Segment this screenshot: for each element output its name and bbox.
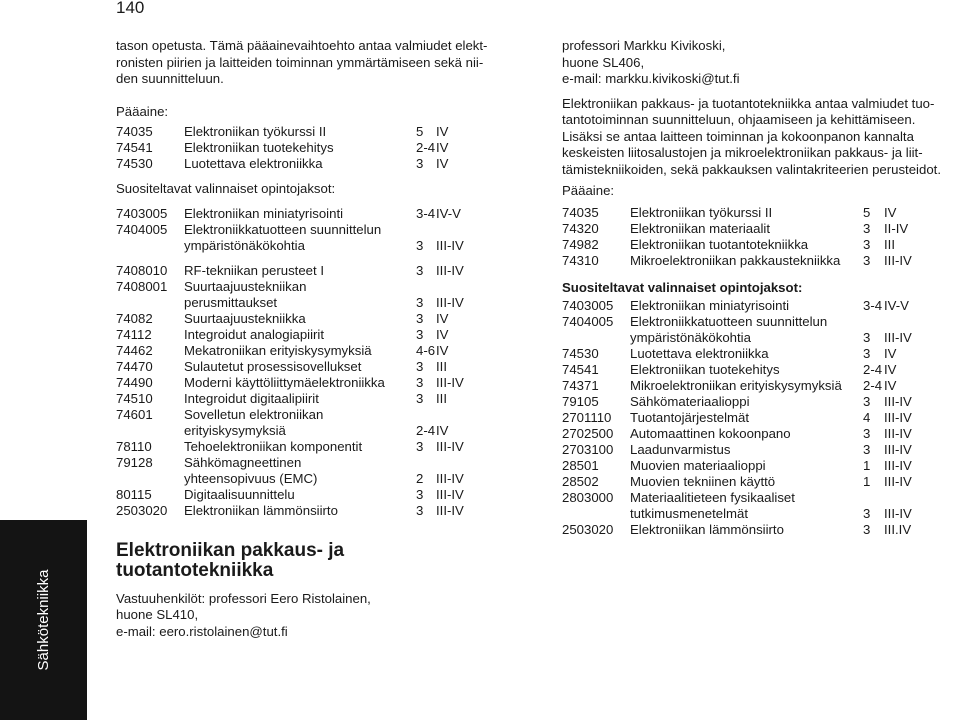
course-row	[562, 253, 958, 269]
course-credits: 3	[863, 506, 871, 521]
course-code: 74082	[116, 310, 153, 326]
course-credits: 3	[863, 330, 871, 345]
contact-room: huone SL406,	[562, 54, 645, 70]
optional-course-list	[562, 298, 958, 538]
course-credits: 2-4	[416, 139, 436, 155]
course-name: ympäristönäkökohtia	[630, 330, 751, 345]
course-code: 74541	[562, 362, 599, 377]
course-code: 7408001	[116, 278, 168, 294]
course-row	[116, 439, 514, 455]
course-row	[116, 279, 514, 295]
course-row	[562, 221, 958, 237]
course-name: Laadunvarmistus	[630, 442, 731, 457]
course-name: Elektroniikan miniatyrisointi	[184, 205, 344, 221]
course-name: Elektroniikan materiaalit	[630, 221, 770, 236]
course-name: Moderni käyttöliittymäelektroniikka	[184, 374, 385, 390]
course-code: 7408010	[116, 262, 168, 278]
course-period: III-IV	[436, 470, 464, 486]
course-name: tutkimusmenetelmät	[630, 506, 748, 521]
course-credits: 3	[416, 326, 424, 342]
course-row	[562, 298, 958, 314]
course-name: Elektroniikan lämmönsiirto	[630, 522, 784, 537]
course-row	[562, 330, 958, 346]
course-row	[116, 140, 514, 156]
course-row	[116, 455, 514, 471]
course-credits: 3	[416, 438, 424, 454]
right-column	[562, 38, 958, 538]
course-credits: 3	[863, 394, 871, 409]
course-code: 2702500	[562, 426, 614, 441]
course-name: Sähkömagneettinen	[184, 454, 302, 470]
course-code: 74462	[116, 342, 153, 358]
course-row	[116, 156, 514, 172]
course-period: IV	[884, 346, 897, 361]
course-code: 78110	[116, 438, 152, 454]
course-credits: 1	[863, 458, 871, 473]
course-period: III-IV	[436, 438, 464, 454]
course-name: perusmittaukset	[184, 294, 278, 310]
course-credits: 3	[863, 253, 871, 268]
course-period: IV	[436, 422, 449, 438]
course-name: Elektroniikkatuotteen suunnittelun	[184, 221, 382, 237]
course-row	[116, 503, 514, 519]
course-row	[562, 442, 958, 458]
left-column	[116, 38, 514, 640]
course-credits: 3-4	[416, 205, 436, 221]
course-period: IV	[884, 362, 897, 377]
course-name: Muovien tekniinen käyttö	[630, 474, 776, 489]
course-row	[116, 343, 514, 359]
course-name: Luotettava elektroniikka	[630, 346, 769, 361]
course-credits: 3	[863, 221, 871, 236]
course-row	[116, 471, 514, 487]
course-credits: 4-6	[416, 342, 436, 358]
course-name: Tuotantojärjestelmät	[630, 410, 749, 425]
description-line: keskeisten liitosalustojen ja mikroelektroniikan pakkaus- ja liit-	[562, 145, 923, 160]
course-code: 74541	[116, 139, 153, 155]
optional-heading: Suositeltavat valinnaiset opintojaksot:	[116, 180, 336, 196]
course-row	[116, 391, 514, 407]
course-code: 74530	[562, 346, 599, 361]
course-credits: 3	[863, 237, 871, 252]
course-name: Integroidut digitaalipiirit	[184, 390, 319, 406]
course-credits: 4	[863, 410, 871, 425]
course-row	[562, 378, 958, 394]
course-name: Automaattinen kokoonpano	[630, 426, 791, 441]
course-period: III-IV	[436, 262, 464, 278]
course-code: 74510	[116, 390, 153, 406]
course-code: 74601	[116, 406, 153, 422]
section-title: tuotantotekniikka	[116, 559, 274, 581]
major-heading: Pääaine:	[116, 103, 169, 119]
course-period: III-IV	[884, 506, 912, 521]
side-tab-label: Sähkötekniikka	[35, 569, 52, 671]
course-name: Materiaalitieteen fysikaaliset	[630, 490, 795, 505]
course-code: 7403005	[116, 205, 168, 221]
course-period: III	[436, 390, 447, 406]
course-code: 79105	[562, 394, 599, 409]
course-name: Elektroniikan tuotekehitys	[630, 362, 780, 377]
course-name: erityiskysymyksiä	[184, 422, 286, 438]
course-credits: 3	[416, 358, 424, 374]
course-row	[116, 311, 514, 327]
email: e-mail: eero.ristolainen@tut.fi	[116, 623, 288, 639]
course-period: III-IV	[884, 330, 912, 345]
course-row	[116, 487, 514, 503]
course-period: IV	[884, 378, 897, 393]
course-row	[562, 205, 958, 221]
course-credits: 3	[416, 294, 424, 310]
course-code: 74371	[562, 378, 599, 393]
course-credits: 3	[416, 486, 424, 502]
course-code: 2503020	[562, 522, 614, 537]
course-code: 28502	[562, 474, 599, 489]
contact-name: professori Markku Kivikoski,	[562, 38, 726, 53]
course-name: RF-tekniikan perusteet I	[184, 262, 324, 278]
course-code: 2803000	[562, 490, 614, 505]
course-credits: 5	[863, 205, 871, 220]
course-period: IV	[436, 123, 449, 139]
course-name: Suurtaajuustekniikka	[184, 310, 306, 326]
course-credits: 2-4	[863, 378, 883, 393]
course-name: Mikroelektroniikan pakkaustekniikka	[630, 253, 841, 268]
section-title: Elektroniikan pakkaus- ja	[116, 539, 345, 561]
course-row	[116, 295, 514, 311]
course-name: Luotettava elektroniikka	[184, 155, 323, 171]
course-row	[562, 522, 958, 538]
course-period: III-IV	[884, 474, 912, 489]
course-code: 7404005	[562, 314, 614, 329]
course-credits: 3	[416, 310, 424, 326]
course-credits: 2-4	[863, 362, 883, 377]
course-period: III	[436, 358, 447, 374]
course-period: III-IV	[884, 394, 912, 409]
course-period: III-IV	[884, 410, 912, 425]
description-line: tämistekniikoiden, sekä pakkauksen valintakriteerien perusteidot.	[562, 161, 941, 177]
course-code: 80115	[116, 486, 152, 502]
description-line: Elektroniikan pakkaus- ja tuotantotekniikka antaa valmiudet tuo-	[562, 95, 935, 111]
intro-line: ronisten piirien ja laitteiden toiminnan ymmärtämiseen sekä nii-	[116, 54, 484, 70]
course-credits: 3	[416, 262, 424, 278]
course-row	[116, 375, 514, 391]
course-row	[562, 410, 958, 426]
course-name: yhteensopivuus (EMC)	[184, 470, 318, 486]
course-code: 74035	[116, 123, 153, 139]
course-period: III-IV	[436, 374, 464, 390]
optional-course-list	[116, 206, 514, 519]
course-code: 74320	[562, 221, 599, 236]
course-period: IV	[436, 326, 449, 342]
course-code: 74035	[562, 205, 599, 220]
course-name: Tehoelektroniikan komponentit	[184, 438, 363, 454]
course-credits: 1	[863, 474, 871, 489]
course-code: 2701110	[562, 410, 612, 425]
course-row	[116, 124, 514, 140]
course-period: IV	[436, 155, 449, 171]
course-name: Sulautetut prosessisovellukset	[184, 358, 362, 374]
course-name: Suurtaajuustekniikan	[184, 278, 307, 294]
course-name: Elektroniikan tuotantotekniikka	[630, 237, 809, 252]
course-row	[562, 346, 958, 362]
course-row	[562, 490, 958, 506]
major-heading: Pääaine:	[562, 183, 615, 198]
course-code: 79128	[116, 454, 153, 470]
course-row	[562, 314, 958, 330]
intro-line: den suunnitteluun.	[116, 71, 224, 86]
description-line: Lisäksi se antaa laitteen toiminnan ja kokoonpanon kannalta	[562, 128, 914, 144]
course-period: IV-V	[884, 298, 909, 313]
optional-heading: Suositeltavat valinnaiset opintojaksot:	[562, 280, 803, 295]
course-code: 74490	[116, 374, 153, 390]
room: huone SL410,	[116, 607, 199, 622]
course-period: IV	[436, 310, 449, 326]
course-name: Elektroniikan miniatyrisointi	[630, 298, 790, 313]
course-row	[116, 263, 514, 279]
major-course-list	[116, 124, 514, 172]
course-period: III-IV	[436, 294, 464, 310]
course-period: III.IV	[884, 522, 912, 537]
course-name: Sähkömateriaalioppi	[630, 394, 750, 409]
course-credits: 2-4	[416, 422, 436, 438]
course-credits: 5	[416, 123, 424, 139]
description-line: tantotoiminnan suunnitteluun, ohjaamiseen ja kehittämiseen.	[562, 112, 916, 127]
course-row	[562, 362, 958, 378]
course-row	[562, 474, 958, 490]
course-code: 2703100	[562, 442, 614, 457]
course-credits: 3	[863, 426, 871, 441]
course-period: III-IV	[436, 486, 464, 502]
course-row	[562, 458, 958, 474]
course-name: ympäristönäkökohtia	[184, 237, 305, 253]
course-code: 7403005	[562, 298, 614, 313]
course-name: Elektroniikan tuotekehitys	[184, 139, 334, 155]
course-credits: 3	[863, 522, 871, 537]
course-period: III-IV	[884, 458, 912, 473]
course-credits: 2	[416, 470, 424, 486]
course-name: Muovien materiaalioppi	[630, 458, 766, 473]
course-period: III-IV	[884, 253, 912, 268]
course-credits: 3	[863, 346, 871, 361]
contact-email: e-mail: markku.kivikoski@tut.fi	[562, 71, 740, 86]
course-row	[116, 327, 514, 343]
course-period: III	[884, 237, 895, 252]
course-code: 74982	[562, 237, 599, 252]
course-name: Elektroniikan lämmönsiirto	[184, 502, 338, 518]
course-name: Mekatroniikan erityiskysymyksiä	[184, 342, 372, 358]
course-code: 74112	[116, 326, 152, 342]
course-row	[116, 206, 514, 222]
section-side-tab	[0, 520, 87, 720]
course-name: Elektroniikan työkurssi II	[184, 123, 327, 139]
course-credits: 3	[416, 155, 424, 171]
course-credits: 3-4	[863, 298, 883, 313]
course-row	[562, 237, 958, 253]
course-name: Sovelletun elektroniikan	[184, 406, 324, 422]
course-row	[116, 359, 514, 375]
course-row	[562, 394, 958, 410]
course-name: Integroidut analogiapiirit	[184, 326, 325, 342]
course-credits: 3	[416, 374, 424, 390]
course-code: 7404005	[116, 221, 168, 237]
course-credits: 3	[863, 442, 871, 457]
course-name: Digitaalisuunnittelu	[184, 486, 295, 502]
major-course-list	[562, 205, 958, 269]
course-name: Elektroniikkatuotteen suunnittelun	[630, 314, 828, 329]
course-period: III-IV	[884, 442, 912, 457]
responsible-persons: Vastuuhenkilöt: professori Eero Ristolainen,	[116, 590, 371, 606]
course-credits: 3	[416, 502, 424, 518]
course-period: IV	[884, 205, 897, 220]
course-code: 2503020	[116, 502, 168, 518]
course-code: 74470	[116, 358, 153, 374]
course-row	[562, 506, 958, 522]
intro-line: tason opetusta. Tämä pääainevaihtoehto antaa valmiudet elekt-	[116, 38, 488, 53]
course-row	[116, 222, 514, 238]
course-period: III-IV	[436, 502, 464, 518]
course-code: 74530	[116, 155, 153, 171]
course-row	[116, 238, 514, 254]
page-number: 140	[116, 0, 145, 17]
course-period: IV	[436, 342, 449, 358]
course-credits: 3	[416, 390, 424, 406]
course-name: Elektroniikan työkurssi II	[630, 205, 773, 220]
course-code: 28501	[562, 458, 599, 473]
course-period: III-IV	[436, 237, 464, 253]
course-row	[562, 426, 958, 442]
course-period: III-IV	[884, 426, 912, 441]
course-period: II-IV	[884, 221, 909, 236]
course-period: IV-V	[436, 205, 461, 221]
course-code: 74310	[562, 253, 599, 268]
course-row	[116, 407, 514, 423]
course-name: Mikroelektroniikan erityiskysymyksiä	[630, 378, 842, 393]
course-row	[116, 423, 514, 439]
course-credits: 3	[416, 237, 424, 253]
course-period: IV	[436, 139, 449, 155]
